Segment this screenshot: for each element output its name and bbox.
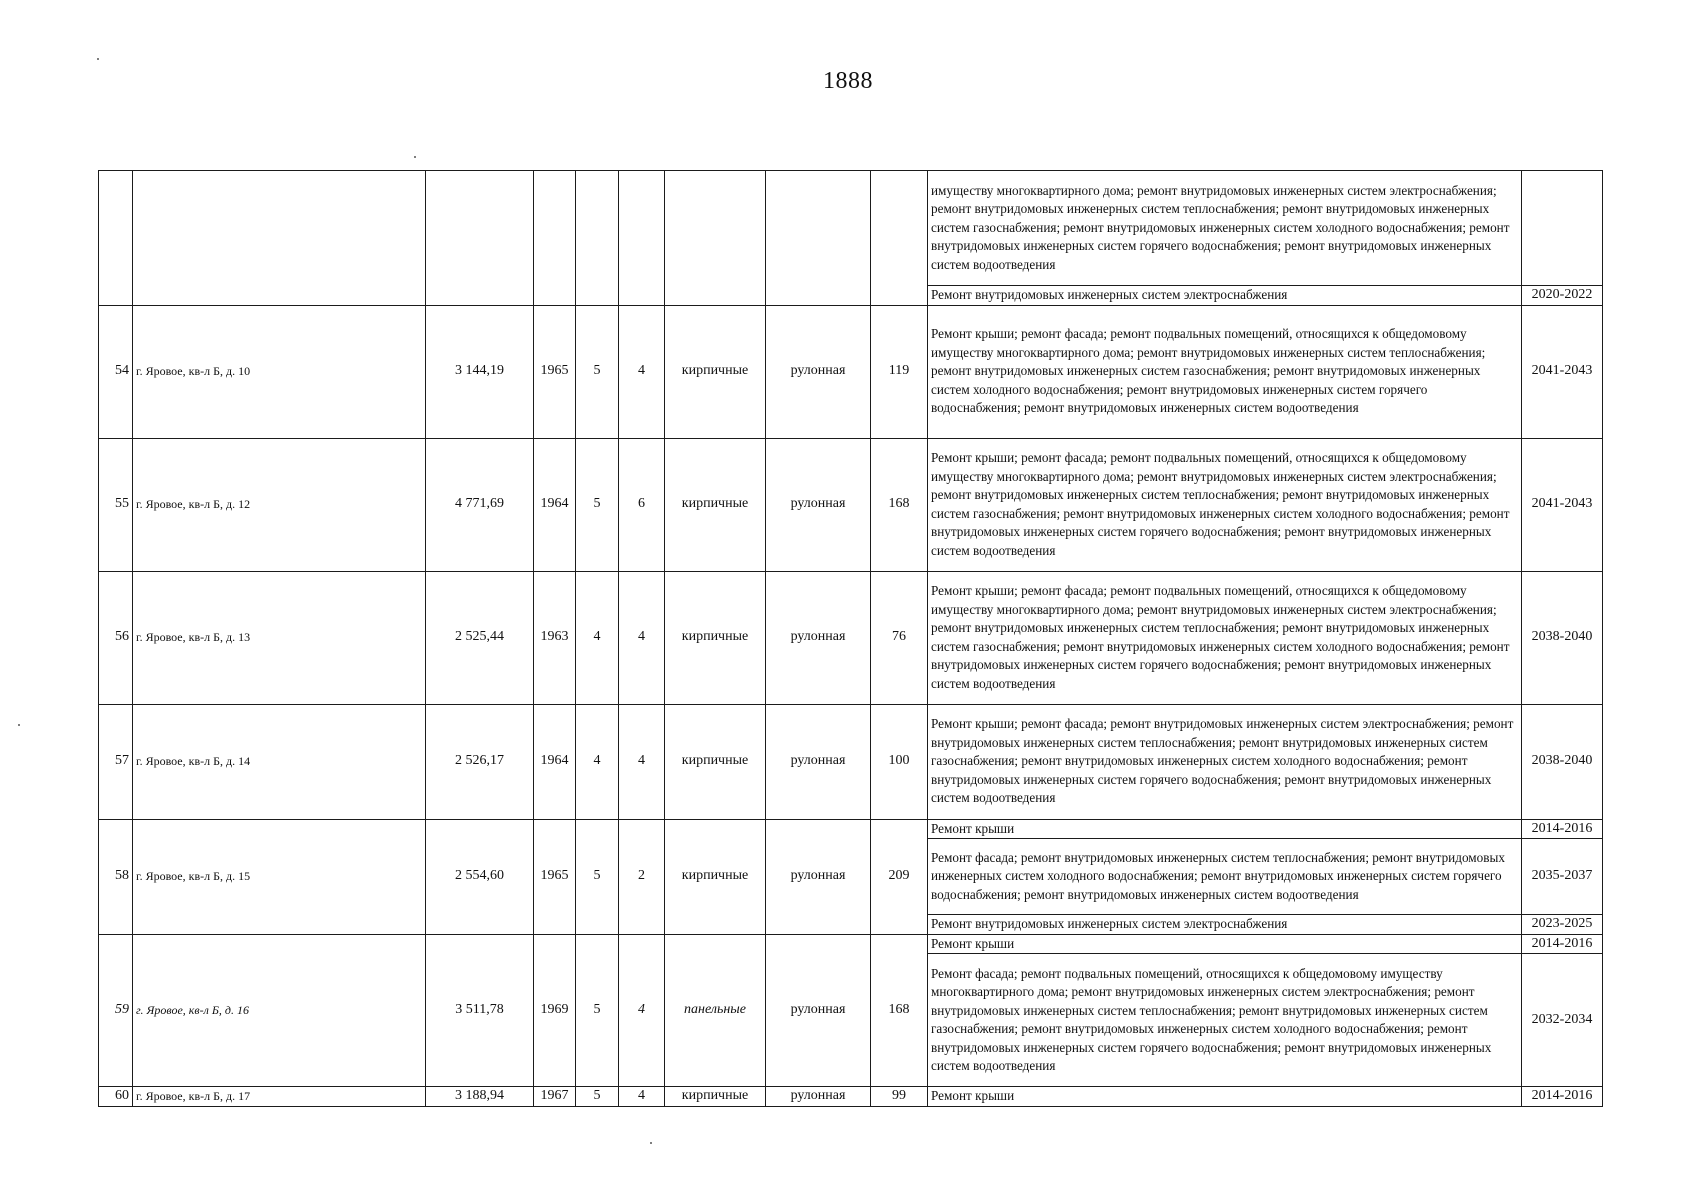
cell-floors: 5 xyxy=(576,934,619,1087)
table-row xyxy=(99,819,1603,839)
cell-num: 54 xyxy=(99,305,133,438)
cell-floors: 4 xyxy=(576,571,619,704)
cell-floors: 4 xyxy=(576,704,619,819)
cell-walls xyxy=(665,171,766,306)
cell-area: 3 188,94 xyxy=(426,1087,534,1107)
cell-area xyxy=(426,171,534,306)
cell-floors: 5 xyxy=(576,305,619,438)
cell-floors: 5 xyxy=(576,1087,619,1107)
cell-apartments: 100 xyxy=(871,704,928,819)
cell-entrances: 4 xyxy=(619,571,665,704)
cell-num: 60 xyxy=(99,1087,133,1107)
scan-speck xyxy=(414,156,416,158)
cell-apartments: 168 xyxy=(871,438,928,571)
cell-year: 1964 xyxy=(534,704,576,819)
cell-period: 2041-2043 xyxy=(1522,305,1603,438)
cell-address: г. Яровое, кв-л Б, д. 14 xyxy=(133,704,426,819)
table-row xyxy=(99,171,1603,286)
cell-period: 2023-2025 xyxy=(1522,915,1603,935)
cell-address xyxy=(133,171,426,306)
cell-walls: кирпичные xyxy=(665,438,766,571)
cell-period: 2038-2040 xyxy=(1522,571,1603,704)
cell-period: 2014-2016 xyxy=(1522,1087,1603,1107)
cell-area: 2 525,44 xyxy=(426,571,534,704)
cell-area: 4 771,69 xyxy=(426,438,534,571)
cell-year: 1967 xyxy=(534,1087,576,1107)
cell-entrances: 4 xyxy=(619,1087,665,1107)
page-number: 1888 xyxy=(823,68,873,94)
cell-floors xyxy=(576,171,619,306)
cell-walls: кирпичные xyxy=(665,571,766,704)
cell-works: Ремонт внутридомовых инженерных систем электроснабжения xyxy=(928,915,1522,935)
cell-period: 2038-2040 xyxy=(1522,704,1603,819)
cell-period: 2041-2043 xyxy=(1522,438,1603,571)
cell-apartments: 168 xyxy=(871,934,928,1087)
cell-works: Ремонт крыши xyxy=(928,1087,1522,1107)
table-row xyxy=(99,1087,1603,1107)
cell-works: Ремонт крыши; ремонт фасада; ремонт внутридомовых инженерных систем электроснабжения; ремонт внутридомовых инженерных систем теплоснабжения; ремонт внутридомовых инженерных систем газоснабжения; ремонт внутридомовых инженерных систем холодного водоснабжения; ремонт внутридомовых инженерных систем горячего водоснабжения; ремонт внутридомовых инженерных систем водоотведения xyxy=(928,704,1522,819)
cell-area: 2 554,60 xyxy=(426,819,534,934)
cell-works: Ремонт крыши; ремонт фасада; ремонт подвальных помещений, относящихся к общедомовому имуществу многоквартирного дома; ремонт внутридомовых инженерных систем электроснабжения; ремонт внутридомовых инженерных систем теплоснабжения; ремонт внутридомовых инженерных систем газоснабжения; ремонт внутридомовых инженерных систем холодного водоснабжения; ремонт внутридомовых инженерных систем горячего водоснабжения; ремонт внутридомовых инженерных систем водоотведения xyxy=(928,438,1522,571)
cell-area: 3 144,19 xyxy=(426,305,534,438)
cell-period xyxy=(1522,171,1603,286)
cell-works: Ремонт фасада; ремонт подвальных помещений, относящихся к общедомовому имуществу многоквартирного дома; ремонт внутридомовых инженерных систем электроснабжения; ремонт внутридомовых инженерных систем теплоснабжения; ремонт внутридомовых инженерных систем газоснабжения; ремонт внутридомовых инженерных систем холодного водоснабжения; ремонт внутридомовых инженерных систем горячего водоснабжения; ремонт внутридомовых инженерных систем водоотведения xyxy=(928,954,1522,1087)
cell-walls: кирпичные xyxy=(665,704,766,819)
cell-apartments: 76 xyxy=(871,571,928,704)
cell-roof xyxy=(766,171,871,306)
cell-works: Ремонт крыши; ремонт фасада; ремонт подвальных помещений, относящихся к общедомовому имуществу многоквартирного дома; ремонт внутридомовых инженерных систем электроснабжения; ремонт внутридомовых инженерных систем теплоснабжения; ремонт внутридомовых инженерных систем газоснабжения; ремонт внутридомовых инженерных систем холодного водоснабжения; ремонт внутридомовых инженерных систем горячего водоснабжения; ремонт внутридомовых инженерных систем водоотведения xyxy=(928,571,1522,704)
cell-period: 2014-2016 xyxy=(1522,934,1603,954)
cell-area: 3 511,78 xyxy=(426,934,534,1087)
cell-num: 59 xyxy=(99,934,133,1087)
cell-entrances: 2 xyxy=(619,819,665,934)
cell-address: г. Яровое, кв-л Б, д. 10 xyxy=(133,305,426,438)
cell-roof: рулонная xyxy=(766,819,871,934)
scan-speck xyxy=(18,724,20,726)
cell-entrances: 4 xyxy=(619,305,665,438)
cell-address: г. Яровое, кв-л Б, д. 16 xyxy=(133,934,426,1087)
cell-works: Ремонт крыши xyxy=(928,934,1522,954)
cell-floors: 5 xyxy=(576,819,619,934)
cell-year: 1965 xyxy=(534,819,576,934)
table-row xyxy=(99,934,1603,954)
cell-entrances: 4 xyxy=(619,704,665,819)
cell-period: 2020-2022 xyxy=(1522,286,1603,306)
cell-roof: рулонная xyxy=(766,438,871,571)
cell-address: г. Яровое, кв-л Б, д. 13 xyxy=(133,571,426,704)
cell-walls: кирпичные xyxy=(665,819,766,934)
cell-entrances: 4 xyxy=(619,934,665,1087)
cell-works: Ремонт внутридомовых инженерных систем электроснабжения xyxy=(928,286,1522,306)
table-row xyxy=(99,704,1603,819)
cell-apartments: 209 xyxy=(871,819,928,934)
cell-apartments: 99 xyxy=(871,1087,928,1107)
scan-speck xyxy=(97,58,99,60)
cell-num: 57 xyxy=(99,704,133,819)
repair-schedule-table xyxy=(98,170,1603,1107)
cell-roof: рулонная xyxy=(766,305,871,438)
cell-year xyxy=(534,171,576,306)
cell-works: Ремонт крыши; ремонт фасада; ремонт подвальных помещений, относящихся к общедомовому имуществу многоквартирного дома; ремонт внутридомовых инженерных систем теплоснабжения; ремонт внутридомовых инженерных систем газоснабжения; ремонт внутридомовых инженерных систем холодного водоснабжения; ремонт внутридомовых инженерных систем горячего водоснабжения; ремонт внутридомовых инженерных систем водоотведения xyxy=(928,305,1522,438)
cell-address: г. Яровое, кв-л Б, д. 12 xyxy=(133,438,426,571)
cell-year: 1964 xyxy=(534,438,576,571)
cell-walls: кирпичные xyxy=(665,1087,766,1107)
cell-period: 2032-2034 xyxy=(1522,954,1603,1087)
cell-works: имуществу многоквартирного дома; ремонт внутридомовых инженерных систем электроснабжения; ремонт внутридомовых инженерных систем теплоснабжения; ремонт внутридомовых инженерных систем газоснабжения; ремонт внутридомовых инженерных систем холодного водоснабжения; ремонт внутридомовых инженерных систем горячего водоснабжения; ремонт внутридомовых инженерных систем водоотведения xyxy=(928,171,1522,286)
cell-num: 58 xyxy=(99,819,133,934)
cell-year: 1969 xyxy=(534,934,576,1087)
cell-roof: рулонная xyxy=(766,704,871,819)
scan-speck xyxy=(650,1142,652,1144)
table-row xyxy=(99,438,1603,571)
cell-num xyxy=(99,171,133,306)
cell-entrances: 6 xyxy=(619,438,665,571)
table-row xyxy=(99,571,1603,704)
cell-roof: рулонная xyxy=(766,934,871,1087)
cell-num: 55 xyxy=(99,438,133,571)
cell-num: 56 xyxy=(99,571,133,704)
cell-address: г. Яровое, кв-л Б, д. 17 xyxy=(133,1087,426,1107)
cell-roof: рулонная xyxy=(766,1087,871,1107)
cell-period: 2014-2016 xyxy=(1522,819,1603,839)
cell-address: г. Яровое, кв-л Б, д. 15 xyxy=(133,819,426,934)
cell-walls: кирпичные xyxy=(665,305,766,438)
table-row xyxy=(99,305,1603,438)
cell-year: 1963 xyxy=(534,571,576,704)
cell-period: 2035-2037 xyxy=(1522,839,1603,915)
cell-works: Ремонт фасада; ремонт внутридомовых инженерных систем теплоснабжения; ремонт внутридомовых инженерных систем холодного водоснабжения; ремонт внутридомовых инженерных систем горячего водоснабжения; ремонт внутридомовых инженерных систем водоотведения xyxy=(928,839,1522,915)
cell-entrances xyxy=(619,171,665,306)
cell-works: Ремонт крыши xyxy=(928,819,1522,839)
cell-walls: панельные xyxy=(665,934,766,1087)
cell-area: 2 526,17 xyxy=(426,704,534,819)
cell-apartments xyxy=(871,171,928,306)
cell-floors: 5 xyxy=(576,438,619,571)
cell-roof: рулонная xyxy=(766,571,871,704)
cell-year: 1965 xyxy=(534,305,576,438)
cell-apartments: 119 xyxy=(871,305,928,438)
